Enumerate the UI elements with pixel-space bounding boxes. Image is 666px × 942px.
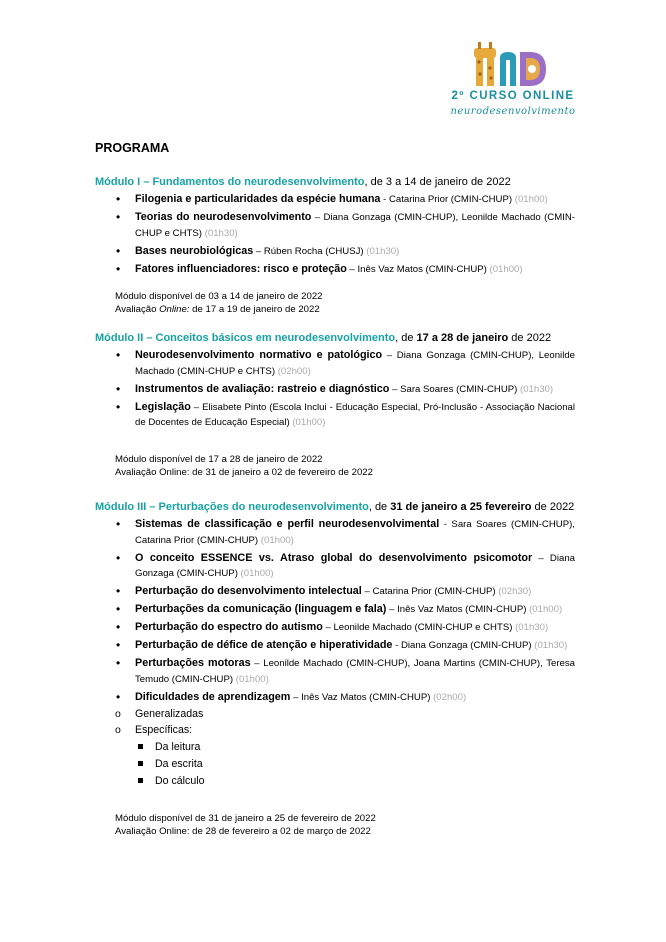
topic-sep: – <box>389 383 401 395</box>
specific-sublist <box>95 739 575 790</box>
topic-title: O conceito ESSENCE vs. Atraso global do desenvolvimento psicomotor <box>135 551 533 564</box>
module-3 <box>95 499 575 838</box>
topic-sep: – <box>190 401 203 413</box>
topic-speakers: Sara Soares (CMIN-CHUP), Catarina Prior (CMIN-CHUP) <box>135 519 575 546</box>
list-item <box>95 244 575 260</box>
module-2-topics <box>95 348 575 431</box>
topic-sep: – <box>290 691 302 703</box>
eval-dates: de 17 a 19 de janeiro de 2022 <box>189 304 320 315</box>
topic-title: Filogenia e particularidades da espécie humana <box>135 193 381 205</box>
topic-title: Perturbações motoras <box>135 657 251 669</box>
topic-speakers: Diana Gonzaga (CMIN-CHUP) <box>135 552 575 579</box>
topic-title: Fatores influenciadores: risco e proteção <box>135 262 347 275</box>
topic-speakers: Rúben Rocha (CHUSJ) <box>263 245 364 257</box>
topic-sep: - <box>392 640 401 651</box>
topic-duration: (01h30) <box>531 640 568 651</box>
topic-speakers: Leonilde Machado (CMIN-CHUP), Joana Martins (CMIN-CHUP), Teresa Temudo (CMIN-CHUP) <box>135 658 575 685</box>
module-3-link[interactable]: Módulo III – Perturbações do neurodesenvolvimento <box>95 501 369 513</box>
topic-sep: – <box>253 245 264 257</box>
list-item <box>95 551 575 582</box>
topic-duration: (01h30) <box>517 383 554 395</box>
topic-title: Sistemas de classificação e perfil neurodesenvolvimental <box>135 518 440 530</box>
topic-sep: – <box>311 212 324 223</box>
topic-sep: – <box>532 552 550 564</box>
topic-duration: (01h00) <box>526 604 563 615</box>
list-item <box>95 382 575 398</box>
topic-sep: – <box>346 263 358 275</box>
logo-title: 2º CURSO ONLINE <box>451 90 575 102</box>
list-item <box>95 722 575 790</box>
topic-speakers: Leonilde Machado (CMIN-CHUP e CHTS) <box>333 622 513 633</box>
module-1-link[interactable]: Módulo I – Fundamentos do neurodesenvolvimento <box>95 176 365 188</box>
topic-speakers: Diana Gonzaga (CMIN-CHUP) <box>400 640 532 651</box>
topic-sep: - <box>439 519 452 530</box>
module-3-heading <box>95 499 575 515</box>
topic-title: Perturbação do desenvolvimento intelectual <box>135 585 362 597</box>
list-item <box>95 517 575 548</box>
module-1-dates: , de 3 a 14 de janeiro de 2022 <box>364 176 511 188</box>
dates-pre: , de <box>395 332 417 344</box>
topic-duration: (01h30) <box>363 245 400 257</box>
topic-speakers: Inês Vaz Matos (CMIN-CHUP) <box>301 691 431 703</box>
module-1-heading <box>95 174 575 190</box>
topic-speakers: Sara Soares (CMIN-CHUP) <box>400 383 518 395</box>
topic-duration: (01h00) <box>237 568 274 579</box>
topic-speakers: Catarina Prior (CMIN-CHUP) <box>388 194 513 205</box>
list-item <box>95 262 575 278</box>
list-item: Da escrita <box>95 756 575 773</box>
module-2 <box>95 330 575 479</box>
topic-duration: (01h00) <box>512 194 548 205</box>
topic-title: Perturbação de défice de atenção e hiperatividade <box>135 639 393 651</box>
topic-title: Bases neurobiológicas <box>135 244 254 257</box>
topic-duration: (01h30) <box>512 622 549 633</box>
topic-title: Neurodesenvolvimento normativo e patológico <box>135 349 383 361</box>
list-item <box>95 584 575 600</box>
module-3-evaluation: Avaliação Online: de 28 de fevereiro a 02 de março de 2022 <box>115 826 371 837</box>
topic-duration: (02h30) <box>495 586 532 597</box>
list-item: o Generalizadas <box>95 706 575 722</box>
module-2-heading <box>95 330 575 346</box>
topic-speakers: Elisabete Pinto (Escola Inclui - Educação Especial, Pró-Inclusão - Associação Nacional de Docentes de Educação Especial) <box>135 401 575 428</box>
list-item <box>95 602 575 618</box>
topic-duration: (01h00) <box>486 263 523 275</box>
list-item <box>95 210 575 241</box>
topic-sep: – <box>361 586 373 597</box>
course-logo <box>448 40 578 126</box>
topic-duration: (01h00) <box>289 417 326 428</box>
topic-sep: – <box>250 658 264 669</box>
giraffe-nd-logo-icon <box>470 40 556 88</box>
topic-title: Legislação <box>135 400 191 413</box>
eval-online: Online: <box>159 304 190 315</box>
topic-sep: - <box>380 194 389 205</box>
topic-title: Dificuldades de aprendizagem <box>135 690 291 703</box>
topic-duration: (02h00) <box>430 691 467 703</box>
topic-duration: (01h00) <box>233 673 269 685</box>
module-1-availability <box>115 290 575 316</box>
list-item: Da leitura <box>95 739 575 756</box>
topic-speakers: Catarina Prior (CMIN-CHUP) <box>372 586 496 597</box>
sub-label: Específicas: <box>135 724 193 736</box>
page-title: PROGRAMA <box>95 141 170 155</box>
topic-sep: – <box>322 622 334 633</box>
list-item <box>95 656 575 687</box>
module-3-available: Módulo disponível de 31 de janeiro a 25 de fevereiro de 2022 <box>115 813 376 824</box>
topic-speakers: Diana Gonzaga (CMIN-CHUP), Leonilde Machado (CMIN-CHUP e CHTS) <box>135 212 575 239</box>
module-2-available: Módulo disponível de 17 a 28 de janeiro de 2022 <box>115 453 323 465</box>
list-item: Do cálculo <box>95 773 575 790</box>
dates-bold: 17 a 28 de janeiro <box>416 332 509 344</box>
list-item <box>95 348 575 379</box>
list-item <box>95 400 575 431</box>
topic-title: Perturbações da comunicação (linguagem e fala) <box>135 603 387 615</box>
topic-sep: – <box>386 604 398 615</box>
module-2-evaluation: Avaliação Online: de 31 de janeiro a 02 de fevereiro de 2022 <box>115 466 373 478</box>
topic-duration: (01h30) <box>202 227 238 239</box>
topic-speakers: Diana Gonzaga (CMIN-CHUP), Leonilde Machado (CMIN-CHUP e CHTS) <box>135 350 575 377</box>
eval-prefix: Avaliação <box>115 304 160 315</box>
module-1-evaluation <box>115 303 575 316</box>
topic-speakers: Inês Vaz Matos (CMIN-CHUP) <box>397 604 527 615</box>
module-3-availability <box>115 812 575 838</box>
dates-pre: , de <box>368 501 391 513</box>
module-2-availability <box>115 453 575 479</box>
dates-bold: 31 de janeiro a 25 fevereiro <box>390 501 532 513</box>
module-1 <box>95 174 575 316</box>
dates-post: de 2022 <box>508 332 552 344</box>
list-item <box>95 192 575 208</box>
module-1-available: Módulo disponível de 03 a 14 de janeiro de 2022 <box>115 291 323 302</box>
learning-difficulties-sublist <box>95 706 575 790</box>
topic-sep: – <box>382 350 397 361</box>
topic-title: Perturbação do espectro do autismo <box>135 621 323 633</box>
list-item <box>95 690 575 791</box>
list-item <box>95 620 575 636</box>
topic-title: Teorias do neurodesenvolvimento <box>135 211 312 223</box>
topic-duration: (01h00) <box>258 534 294 546</box>
module-1-topics <box>95 192 575 277</box>
list-item <box>95 638 575 654</box>
topic-speakers: Inês Vaz Matos (CMIN-CHUP) <box>357 263 487 275</box>
topic-duration: (02h00) <box>275 365 311 377</box>
module-2-link[interactable]: Módulo II – Conceitos básicos em neurodesenvolvimento <box>95 332 396 344</box>
topic-title: Instrumentos de avaliação: rastreio e diagnóstico <box>135 382 390 395</box>
logo-subtitle: neurodesenvolvimento <box>450 106 576 117</box>
module-3-topics <box>95 517 575 790</box>
dates-post: de 2022 <box>531 501 575 513</box>
